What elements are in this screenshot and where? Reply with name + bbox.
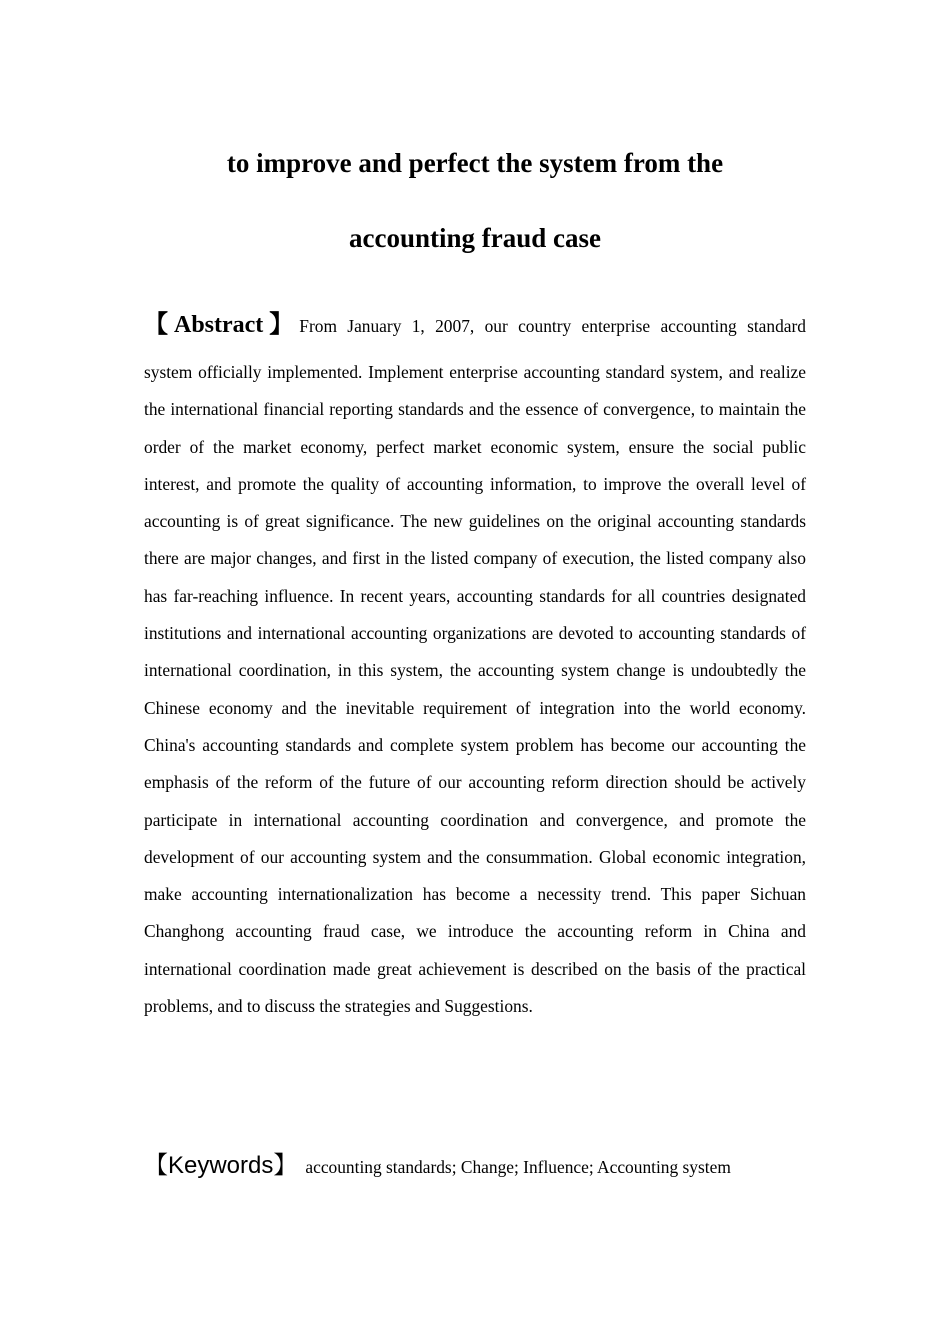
abstract-body: system officially implemented. Implement enterprise accounting standard system, and realize the international financial reporting standards and the essence of convergence, to maintain the order of the market economy, perfect market economic system, ensure the social public interest, and promote the quality of accounting information, to improve the overall level of accounting is of great significance. The new guidelines on the original accounting standards there are major changes, and first in the listed company of execution, the listed company also has far-reaching influence. In recent years, accounting standards for all countries designated institutions and international accounting organizations are devoted to accounting standards of international coordination, in this system, the accounting system change is undoubtedly the Chinese economy and the inevitable requirement of integration into the world economy. China's accounting standards and complete system problem has become our accounting the emphasis of the reform of the future of our accounting reform direction should be actively participate in international accounting coordination and convergence, and promote the development of our accounting system and the consummation. Global economic integration, make accounting internationalization has become a necessity trend. This paper Sichuan Changhong accounting fraud case, we introduce the accounting reform in China and international coordination made great achievement is described on the basis of the practical problems, and to discuss the strategies and Suggestions. xyxy=(144,362,806,1017)
abstract-first-line xyxy=(144,305,806,346)
abstract-first-text: From January 1, 2007, our country enterprise accounting standard xyxy=(299,316,806,336)
keywords-text: accounting standards; Change; Influence; Accounting system xyxy=(305,1157,731,1177)
abstract-section xyxy=(144,305,806,1025)
keywords-label: 【Keywords】 xyxy=(144,1152,298,1179)
keywords-section xyxy=(144,1148,844,1185)
document-title xyxy=(0,126,950,276)
abstract-label: 【Abstract】 xyxy=(144,312,300,338)
title-line-1: to improve and perfect the system from the xyxy=(226,148,724,178)
title-line-2: accounting fraud case xyxy=(349,223,601,253)
